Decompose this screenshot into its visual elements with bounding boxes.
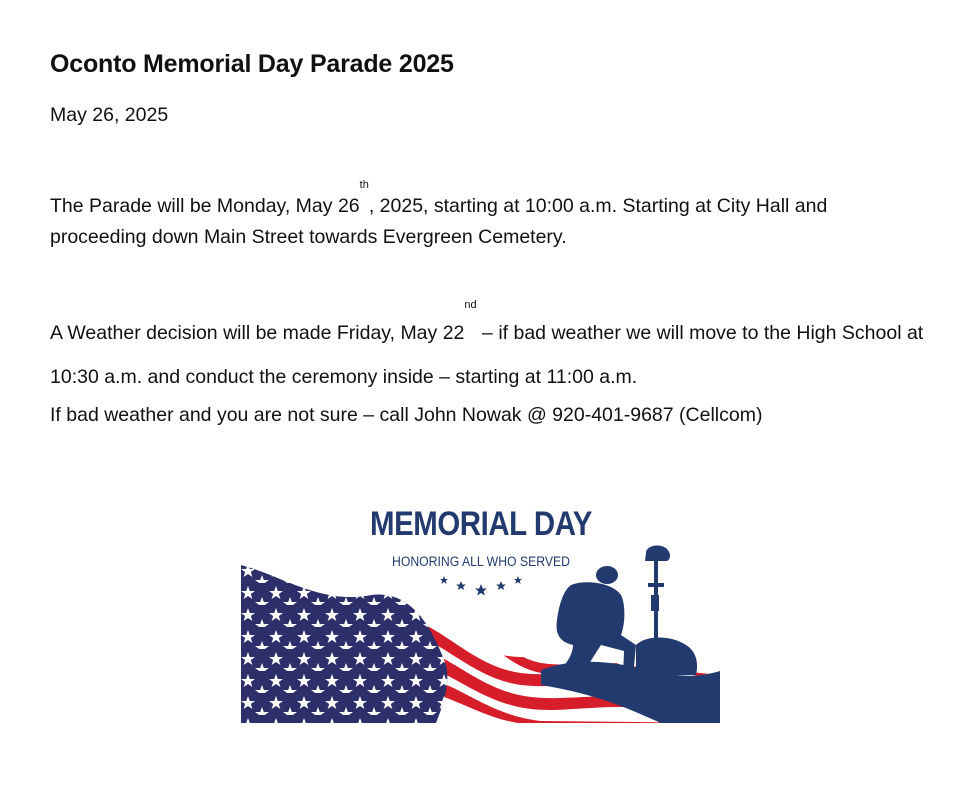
weather-decision-ordinal: nd [464, 299, 477, 311]
parade-details-paragraph [50, 179, 920, 253]
kneeling-soldier-icon [557, 546, 698, 677]
post-date: May 26, 2025 [50, 104, 169, 126]
memorial-day-banner [241, 495, 720, 723]
page-title: Oconto Memorial Day Parade 2025 [50, 50, 454, 78]
contact-paragraph: If bad weather and you are not sure – call John Nowak @ 920-401-9687 (Cellcom) [50, 404, 763, 426]
parade-details-ordinal: th [359, 179, 369, 191]
weather-decision-paragraph [50, 299, 930, 399]
weather-decision-text-1: A Weather decision will be made Friday, May 22 [50, 322, 465, 344]
parade-details-text-2: , 2025, starting at 10:00 a.m. Starting at City Hall and proceeding down Main Street towards Evergreen Cemetery. [50, 195, 828, 248]
memorial-day-banner-image [241, 495, 720, 723]
banner-subheading: HONORING ALL WHO SERVED [392, 554, 571, 569]
parade-details-text-1: The Parade will be Monday, May 26 [50, 195, 360, 217]
weather-decision-text-2: – if bad weather we will move to the High School at 10:30 a.m. and conduct the ceremony inside – starting at 11:00 a.m. [50, 322, 924, 388]
star-row-icon [440, 576, 522, 596]
banner-heading: MEMORIAL DAY [370, 505, 593, 543]
